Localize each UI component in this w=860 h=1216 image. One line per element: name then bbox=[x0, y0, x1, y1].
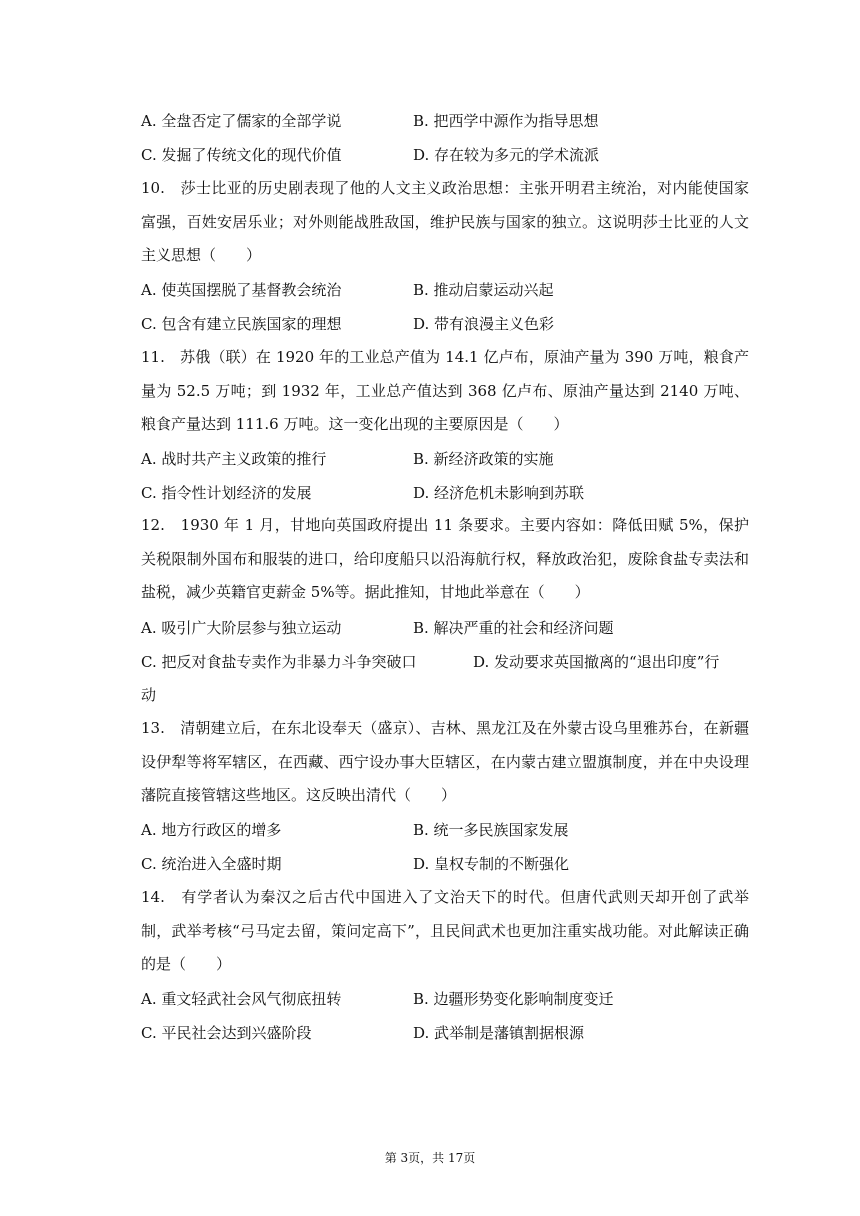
q11-option-c: C. 指令性计划经济的发展 bbox=[141, 484, 312, 502]
q13-option-c: C. 统治进入全盛时期 bbox=[141, 855, 282, 873]
q14-stem: 14. 有学者认为秦汉之后古代中国进入了文治天下的时代。但唐代武则天却开创了武举制，武举考核“弓马定去留，策问定高下”，且民间武术也更加注重实战功能。对此解读正确的是（ ） bbox=[141, 888, 749, 974]
q13-stem: 13. 清朝建立后，在东北设奉天（盛京）、吉林、黑龙江及在外蒙古设乌里雅苏台，在新疆设伊犁等将军辖区，在西藏、西宁设办事大臣辖区，在内蒙古建立盟旗制度，并在中央设理藩院直接管辖这些地区。这反映出清代（ ） bbox=[141, 719, 749, 805]
q12-option-c: C. 把反对食盐专卖作为非暴力斗争突破口 bbox=[141, 653, 417, 671]
q10-option-a: A. 使英国摆脱了基督教会统治 bbox=[141, 281, 342, 299]
q10-stem: 10. 莎士比亚的历史剧表现了他的人文主义政治思想：主张开明君主统治，对内能使国家富强，百姓安居乐业；对外则能战胜敌国，维护民族与国家的独立。这说明莎士比亚的人文主义思想（ ） bbox=[141, 179, 749, 265]
q9-option-c: C. 发掘了传统文化的现代价值 bbox=[141, 146, 342, 164]
page-footer: 第 3页，共 17页 bbox=[384, 1151, 476, 1165]
q10-option-d: D. 带有浪漫主义色彩 bbox=[413, 315, 555, 333]
q10-option-c: C. 包含有建立民族国家的理想 bbox=[141, 315, 342, 333]
q11-option-b: B. 新经济政策的实施 bbox=[413, 450, 554, 468]
q12-option-b: B. 解决严重的社会和经济问题 bbox=[413, 619, 614, 637]
q11-option-d: D. 经济危机未影响到苏联 bbox=[413, 484, 585, 502]
q14-option-a: A. 重文轻武社会风气彻底扭转 bbox=[141, 990, 342, 1008]
q13-option-a: A. 地方行政区的增多 bbox=[141, 821, 282, 839]
q12-option-d: D. 发动要求英国撤离的“退出印度”行 bbox=[473, 653, 720, 671]
q12-option-a: A. 吸引广大阶层参与独立运动 bbox=[141, 619, 342, 637]
q9-option-a: A. 全盘否定了儒家的全部学说 bbox=[141, 112, 342, 130]
q9-option-b: B. 把西学中源作为指导思想 bbox=[413, 112, 599, 130]
q14-option-c: C. 平民社会达到兴盛阶段 bbox=[141, 1024, 312, 1042]
q13-option-d: D. 皇权专制的不断强化 bbox=[413, 855, 570, 873]
q11-option-a: A. 战时共产主义政策的推行 bbox=[141, 450, 327, 468]
q14-option-b: B. 边疆形势变化影响制度变迁 bbox=[413, 990, 614, 1008]
q10-option-b: B. 推动启蒙运动兴起 bbox=[413, 281, 554, 299]
q13-option-b: B. 统一多民族国家发展 bbox=[413, 821, 569, 839]
q11-stem: 11. 苏俄（联）在 1920 年的工业总产值为 14.1 亿卢布，原油产量为 390 万吨，粮食产量为 52.5 万吨；到 1932 年，工业总产值达到 368 亿卢布、原油产量达到 2140 万吨、粮食产量达到 111.6 万吨。这一变化出现的主要原因是（ ） bbox=[141, 348, 749, 434]
q9-option-d: D. 存在较为多元的学术流派 bbox=[413, 146, 600, 164]
q14-option-d: D. 武举制是藩镇割据根源 bbox=[413, 1024, 585, 1042]
q12-option-d-continuation: 动 bbox=[141, 686, 157, 704]
q12-stem: 12. 1930 年 1 月，甘地向英国政府提出 11 条要求。主要内容如：降低田赋 5%，保护关税限制外国布和服装的进口，给印度船只以沿海航行权，释放政治犯，废除食盐专卖法和盐税，减少英籍官吏薪金 5%等。据此推知，甘地此举意在（ ） bbox=[141, 516, 749, 602]
